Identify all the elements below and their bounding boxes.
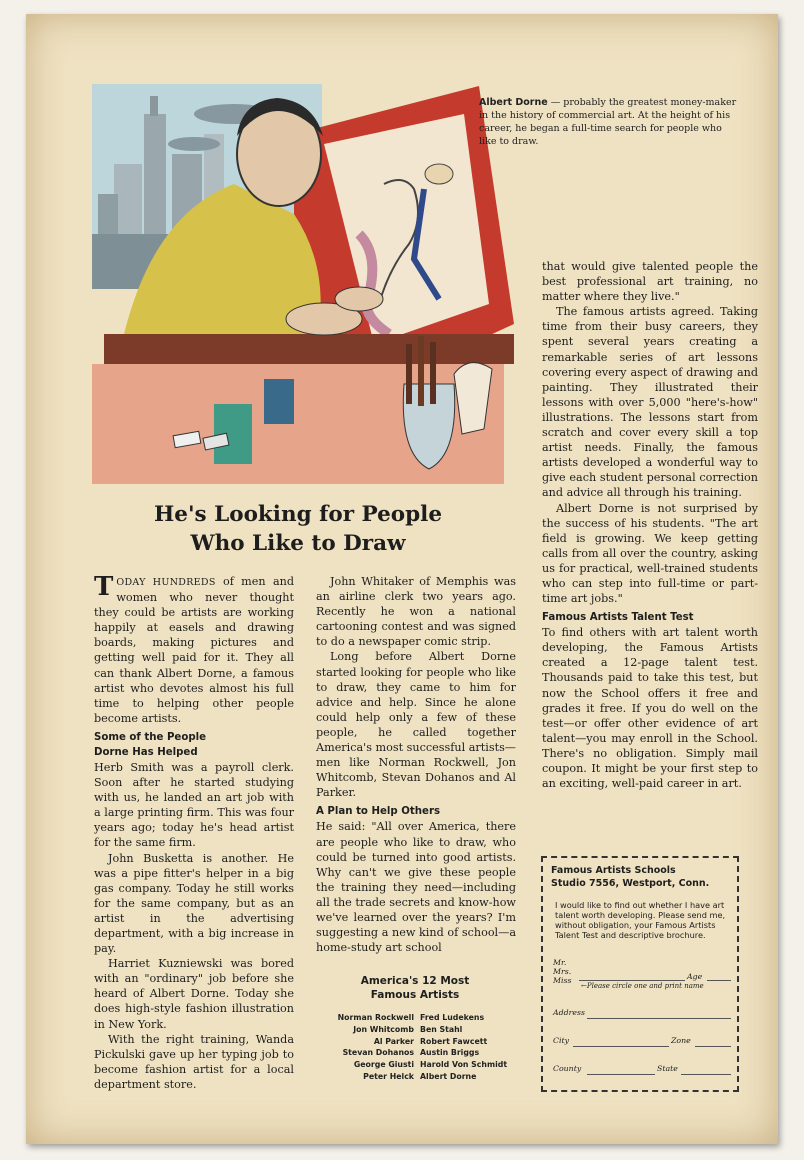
- headline-line-1: He's Looking for People: [153, 502, 443, 527]
- subhead-talent-test: Famous Artists Talent Test: [542, 612, 694, 624]
- artist-name: Peter Helck: [363, 1071, 414, 1081]
- headline-line-2: Who Like to Draw: [190, 531, 406, 556]
- intro-paragraph: [94, 574, 294, 726]
- paragraph-wanda: With the right training, Wanda Pickulski gave up her typing job to become fashion artist for a local department store.: [94, 1032, 294, 1091]
- city-label: City: [553, 1036, 569, 1045]
- city-field[interactable]: [573, 1046, 669, 1047]
- article-column-2: [316, 574, 516, 955]
- county-field[interactable]: [587, 1074, 655, 1075]
- circle-note: ←Please circle one and print name: [581, 982, 704, 990]
- intro-text: of men and women who never thought they could be artists are working happily at easels and drawing boards, making pictures and getting well paid for it. They all can thank Albert Dorne, a famous artist who devotes almost his full time to helping other people become artists.: [94, 575, 294, 725]
- subhead-plan: A Plan to Help Others: [316, 806, 441, 818]
- paragraph-john-whitaker: John Whitaker of Memphis was an airline clerk two years ago. Recently he won a national cartooning contest and was signed to do a newspaper comic strip.: [316, 575, 516, 649]
- age-field[interactable]: [707, 980, 731, 981]
- intro-smallcaps: ODAY HUNDREDS: [116, 577, 216, 588]
- address-label: Address: [553, 1008, 585, 1017]
- artist-name: Albert Dorne: [420, 1071, 477, 1081]
- state-label: State: [657, 1064, 678, 1073]
- famous-artists-title: America's 12 Most Famous Artists: [360, 975, 470, 1001]
- paragraph-long-before: Long before Albert Dorne started looking for people who like to draw, they came to him for advice and help. Since he alone could help only a few of these people, he called together America's most successful artists—men like Norman Rockwell, Jon Whitcomb, Stevan Dohanos and Al Parker.: [316, 650, 516, 800]
- paragraph-dorne-not-surprised: Albert Dorne is not surprised by the success of his students. "The art field is growing. We keep getting calls from all over the country, asking us for practical, well-trained students who can step into full-time or part-time art jobs.": [542, 501, 758, 606]
- famous-artists-list: [312, 1012, 518, 1083]
- article-column-3: [542, 259, 758, 791]
- county-label: County: [553, 1064, 582, 1073]
- salutation-label: Mr. Mrs. Miss: [553, 958, 572, 985]
- artist-name: Stevan Dohanos: [342, 1048, 414, 1058]
- caption-text: — probably the greatest money-maker in the history of commercial art. At the height of his career, he began a full-time search for people who like to draw.: [479, 97, 737, 147]
- article-column-1: [94, 574, 294, 1092]
- artist-name: Norman Rockwell: [337, 1013, 414, 1022]
- address-field[interactable]: [587, 1018, 731, 1019]
- zone-label: Zone: [671, 1036, 691, 1045]
- artist-name: Al Parker: [373, 1036, 414, 1046]
- paragraph-harriet: Harriet Kuzniewski was bored with an "ordinary" job before she heard of Albert Dorne. Today she does high-style fashion illustration in New York.: [94, 957, 294, 1031]
- artist-name: Austin Briggs: [420, 1048, 480, 1058]
- famous-artists-box: [312, 974, 518, 1083]
- state-field[interactable]: [681, 1074, 731, 1075]
- paragraph-continued: that would give talented people the best professional art training, no matter where they live.": [542, 260, 758, 304]
- artist-name: Jon Whitcomb: [353, 1024, 414, 1034]
- albert-dorne-illustration: [84, 74, 524, 494]
- subhead-people-helped: Some of the People Dorne Has Helped: [94, 731, 207, 758]
- mail-coupon[interactable]: [541, 856, 739, 1092]
- paragraph-talent-test: To find others with art talent worth developing, the Famous Artists created a 12-page talent test. Thousands paid to take this test, but now the School offers it free and grades it free. If you do well on the test—or offer other evidence of art talent—you may enroll in the School. There's no obligation. Simply mail coupon. It might be your first step to an exciting, well-paid career in art.: [542, 626, 758, 791]
- coupon-title: Famous Artists Schools Studio 7556, Westport, Conn.: [551, 865, 710, 889]
- paragraph-he-said: He said: "All over America, there are people who like to draw, who could be turned into good artists. Why can't we give these people the training they need—including all the trade secrets and know-how we've learned over the years? I'm suggesting a new kind of school—a home-study art school: [316, 820, 516, 955]
- illustration-caption: [479, 96, 741, 148]
- zone-field[interactable]: [695, 1046, 731, 1047]
- artist-name: Ben Stahl: [420, 1024, 463, 1034]
- artist-name: Robert Fawcett: [420, 1036, 488, 1046]
- headline: [118, 500, 478, 558]
- artist-name: George Giusti: [353, 1060, 414, 1070]
- coupon-body: I would like to find out whether I have art talent worth developing. Please send me, without obligation, your Famous Artists Talent Test and descriptive brochure.: [555, 900, 726, 940]
- drop-cap: T: [94, 572, 114, 602]
- caption-name: Albert Dorne: [479, 97, 548, 108]
- comic-back-cover-page: [26, 14, 778, 1144]
- age-label: Age: [687, 972, 703, 981]
- name-field[interactable]: [579, 980, 685, 981]
- artist-name: Fred Ludekens: [420, 1013, 485, 1022]
- paragraph-artists-agreed: The famous artists agreed. Taking time from their busy careers, they spent several years creating a remarkable series of art lessons covering every aspect of drawing and painting. They illustrated their lessons with over 5,000 "here's-how" illustrations. The lessons start from scratch and cover every skill a top artist needs. Finally, the famous artists developed a wonderful way to give each student personal correction and advice all through his training.: [542, 305, 758, 500]
- paragraph-herb-smith: Herb Smith was a payroll clerk. Soon after he started studying with us, he landed an art job with a large printing firm. This was four years ago; today he's head artist for the same firm.: [94, 760, 294, 850]
- artist-name: Harold Von Schmidt: [420, 1060, 508, 1070]
- paragraph-john-busketta: John Busketta is another. He was a pipe fitter's helper in a big gas company. Today he still works for the same company, but as an artist in the advertising department, with a big increase in pay.: [94, 851, 294, 956]
